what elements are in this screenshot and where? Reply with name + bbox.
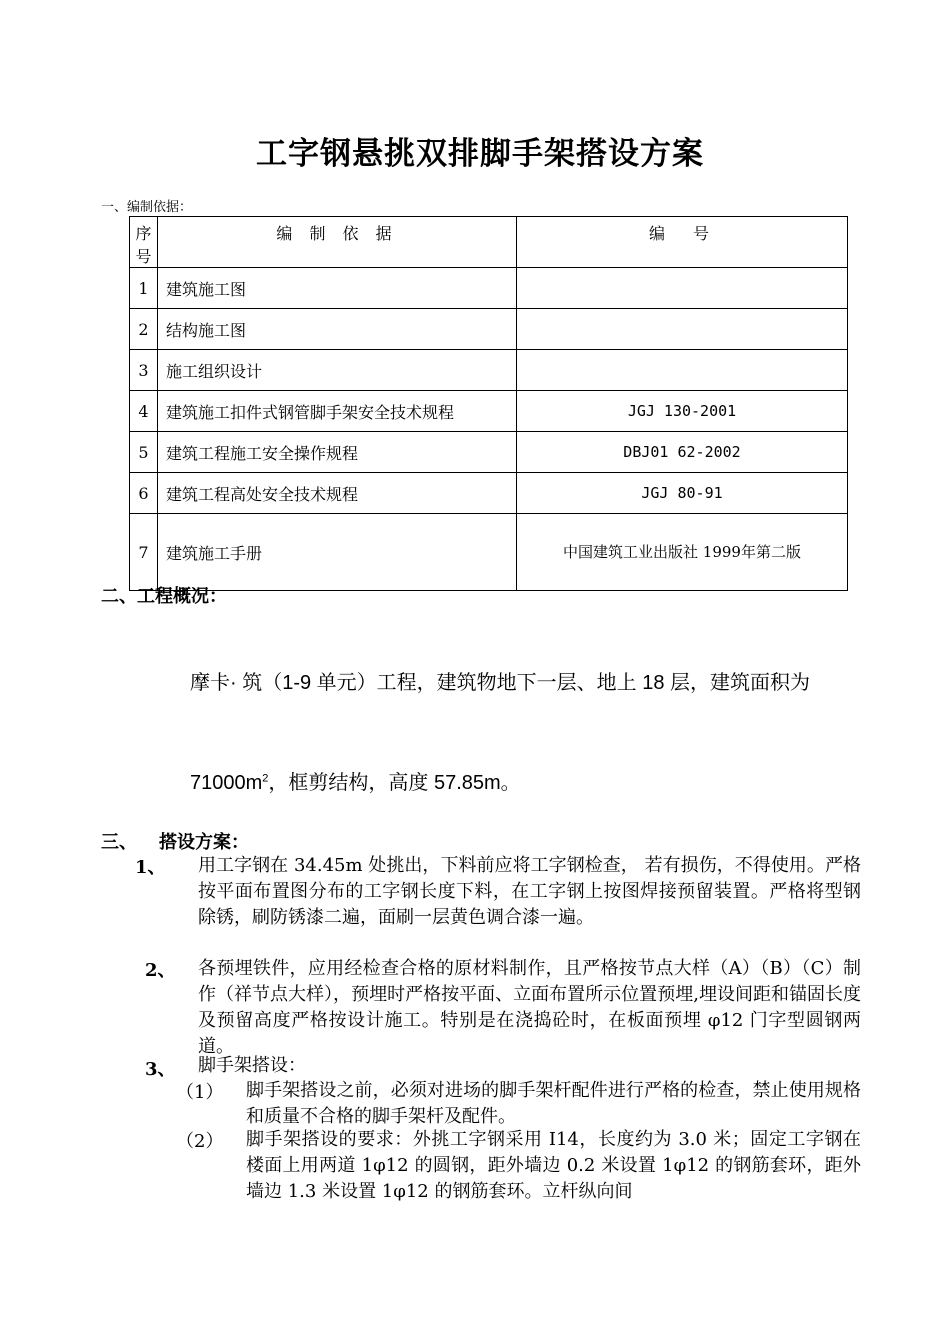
table-row [130, 309, 848, 350]
subitem-text: 脚手架搭设的要求：外挑工字钢采用 I14，长度约为 3.0 米；固定工字钢在楼面上用两道 1φ12 的圆钢，距外墙边 0.2 米设置 1φ12 的钢筋套环，距外墙边 1.3 米设置 1φ12 的钢筋套环。立杆纵向间 [246, 1129, 861, 1202]
item-number: 2、 [145, 960, 176, 981]
table-row [130, 432, 848, 473]
overview-line-1: 摩卡· 筑（1-9 单元）工程，建筑物地下一层、地上 18 层，建筑面积为 [190, 672, 811, 694]
subitem-number: （1） [176, 1082, 224, 1103]
area-unit-superscript: 2 [262, 772, 269, 785]
row-doc: 建筑施工手册 [158, 514, 517, 591]
document-title: 工字钢悬挑双排脚手架搭设方案 [256, 136, 704, 172]
row-no: 6 [130, 473, 158, 514]
row-code: JGJ 130-2001 [517, 391, 848, 432]
item-number: 1、 [135, 857, 166, 878]
table-row [130, 514, 848, 591]
row-code: DBJ01 62-2002 [517, 432, 848, 473]
table-row [130, 391, 848, 432]
section3-title: 搭设方案： [159, 832, 249, 853]
section2-heading: 二、工程概况： [101, 586, 227, 607]
row-code: 中国建筑工业出版社 1999年第二版 [517, 514, 848, 591]
row-no: 2 [130, 309, 158, 350]
table-row [130, 350, 848, 391]
item-text: 脚手架搭设： [198, 1055, 306, 1076]
item-text: 用工字钢在 34.45m 处挑出，下料前应将工字钢检查， 若有损伤，不得使用。严格按平面布置图分布的工字钢长度下料，在工字钢上按图焊接预留装置。严格将型钢除锈，刷防锈漆二遍，面刷一层黄色调合漆一遍。 [198, 855, 861, 928]
row-code [517, 309, 848, 350]
row-doc: 施工组织设计 [158, 350, 517, 391]
row-no: 5 [130, 432, 158, 473]
row-no: 1 [130, 268, 158, 309]
overview-line-2 [190, 766, 521, 795]
row-no: 7 [130, 514, 158, 591]
subitem-text: 脚手架搭设之前，必须对进场的脚手架杆配件进行严格的检查，禁止使用规格和质量不合格的脚手架杆及配件。 [246, 1080, 861, 1127]
row-no: 4 [130, 391, 158, 432]
overview-line-2-rest: ，框剪结构，高度 57.85m。 [268, 772, 521, 794]
row-doc: 建筑施工扣件式钢管脚手架安全技术规程 [158, 391, 517, 432]
section3-heading [101, 828, 249, 854]
row-doc: 建筑工程高处安全技术规程 [158, 473, 517, 514]
row-no: 3 [130, 350, 158, 391]
basis-table [129, 216, 848, 591]
section3-number: 三、 [101, 832, 137, 853]
table-row [130, 473, 848, 514]
row-doc: 建筑施工图 [158, 268, 517, 309]
header-no: 序号 [130, 217, 158, 268]
row-doc: 结构施工图 [158, 309, 517, 350]
table-row [130, 268, 848, 309]
table-header-row [130, 217, 848, 268]
item-number: 3、 [145, 1059, 176, 1080]
section1-label: 一、编制依据： [101, 200, 193, 215]
row-code: JGJ 80-91 [517, 473, 848, 514]
area-value: 71000m [190, 772, 263, 794]
item-text: 各预埋铁件，应用经检查合格的原材料制作，且严格按节点大样（A）（B）（C）制作（祥节点大样），预埋时严格按平面、立面布置所示位置预埋,埋设间距和锚固长度及预留高度严格按设计施工。特别是在浇捣砼时，在板面预埋 φ12 门字型圆钢两道。 [198, 958, 861, 1057]
header-basis: 编 制 依 据 [158, 217, 517, 268]
row-code [517, 268, 848, 309]
header-code: 编 号 [517, 217, 848, 268]
subitem-number: （2） [176, 1131, 224, 1152]
row-code [517, 350, 848, 391]
row-doc: 建筑工程施工安全操作规程 [158, 432, 517, 473]
